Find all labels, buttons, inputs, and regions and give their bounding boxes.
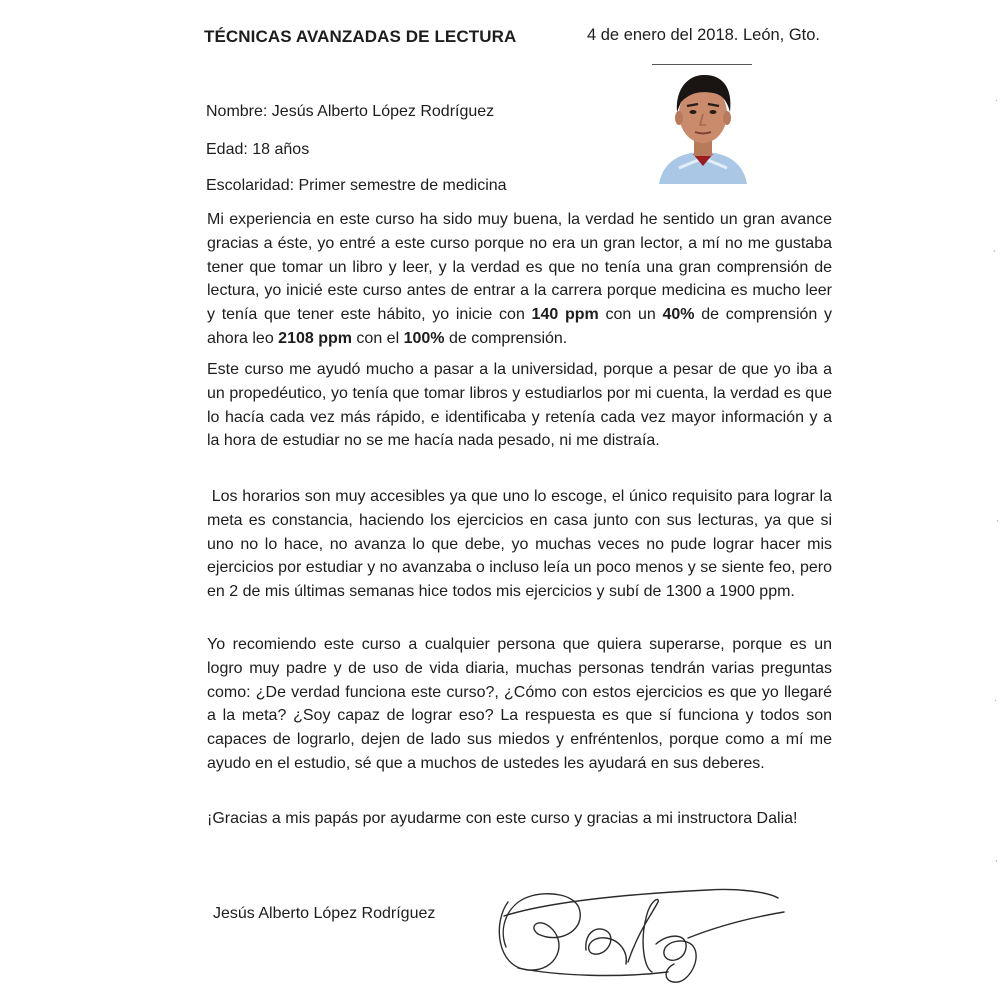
handwritten-signature bbox=[488, 872, 788, 984]
paragraph-text: de comprensión y ahora leo bbox=[207, 306, 833, 347]
schooling-field: Escolaridad: Primer semestre de medicina bbox=[206, 177, 507, 194]
scan-edge-marks bbox=[960, 0, 1000, 1000]
paragraph-experience bbox=[207, 208, 832, 351]
paragraph-recommendation: Yo recomiendo este curso a cualquier persona que quiera superarse, porque es un logro muy padre y de uso de vida diaria, muchas personas tendrán varias preguntas como: ¿De verdad funciona este curso?, ¿Cómo con estos ejercicios es que yo llegaré a la meta? ¿Soy capaz de lograr eso? La respuesta es que sí funciona y todos son capaces de lograrlo, dejen de lado sus miedos y enfréntenlos, porque como a mí me ayudo en el estudio, sé que a muchos de ustedes les ayudará en sus deberes. bbox=[207, 636, 832, 772]
paragraph-university: Este curso me ayudó mucho a pasar a la universidad, porque a pesar de que yo iba a un propedéutico, yo tenía que tomar libros y estudiarlos por mi cuenta, la verdad es que lo hacía cada vez más rápido, e identificaba y retenía cada vez mayor información y a la hora de estudiar no se me hacía nada pesado, ni me distraía. bbox=[207, 361, 832, 450]
photo-top-line bbox=[652, 64, 752, 65]
document-title: TÉCNICAS AVANZADAS DE LECTURA bbox=[204, 27, 517, 46]
paragraph-schedule: Los horarios son muy accesibles ya que uno lo escoge, el único requisito para lograr la meta es constancia, haciendo los ejercicios en casa junto con sus lecturas, ya que si uno no lo hace, no avanza lo que debe, yo muchas veces no pude lograr hacer mis ejercicios por estudiar y no avanzaba o incluso leía un poco menos y se siente feo, pero en 2 de mis últimas semanas hice todos mis ejercicios y subí de 1300 a 1900 ppm. bbox=[207, 488, 837, 601]
paragraph-text: Mi experiencia en este curso ha sido muy buena, la verdad he sentido un gran avance gracias a éste, yo entré a este curso porque no era un gran lector, a mí no me gustaba tener que tomar un libro y leer, y la verdad es que no tenía una gran comprensión de lectura, yo inicié este curso antes de entrar a la carrera porque medicina es mucho leer y tenía que tener este hábito, yo inicie con bbox=[207, 211, 832, 324]
paragraph-thanks: ¡Gracias a mis papás por ayudarme con este curso y gracias a mi instructora Dalia! bbox=[207, 810, 798, 827]
student-portrait-image bbox=[655, 68, 751, 184]
student-photo bbox=[655, 68, 751, 184]
age-field: Edad: 18 años bbox=[206, 141, 310, 158]
bold-value: 2108 ppm bbox=[278, 329, 352, 347]
paragraph-text: de comprensión. bbox=[444, 329, 568, 347]
signature-name: Jesús Alberto López Rodríguez bbox=[213, 905, 436, 922]
paragraph-text: con el bbox=[351, 329, 404, 347]
bold-value: 40% bbox=[662, 306, 695, 324]
bold-value: 100% bbox=[403, 329, 445, 347]
paragraph-text: con un bbox=[598, 306, 663, 324]
name-field: Nombre: Jesús Alberto López Rodríguez bbox=[206, 103, 495, 120]
bold-value: 140 ppm bbox=[531, 306, 599, 324]
document-date: 4 de enero del 2018. León, Gto. bbox=[587, 26, 821, 44]
